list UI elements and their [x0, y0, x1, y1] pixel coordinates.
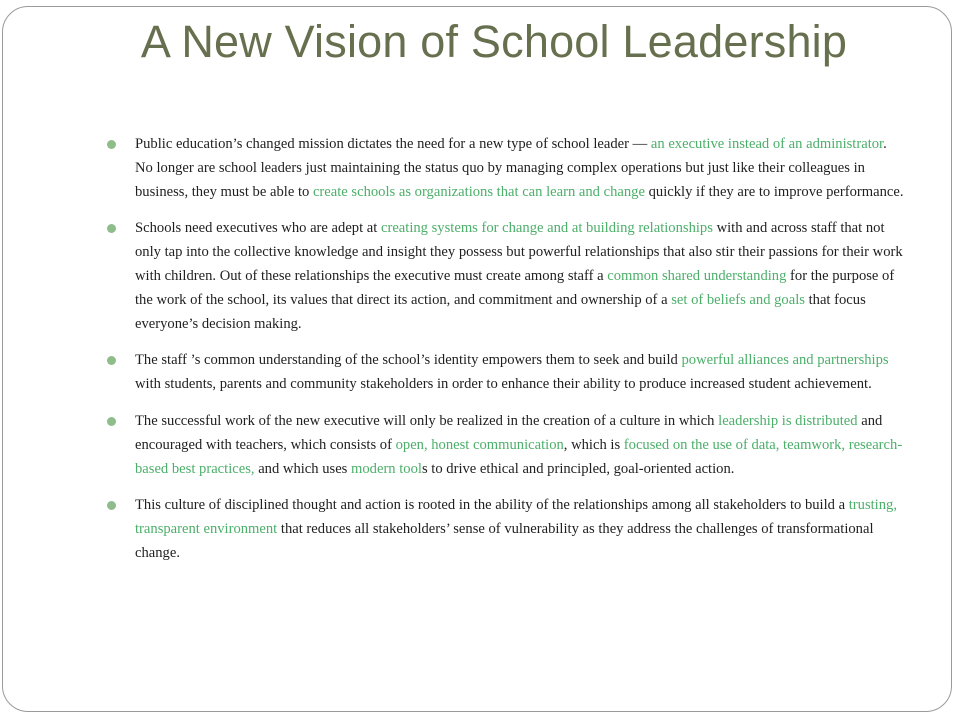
highlighted-phrase: modern tool: [351, 460, 422, 477]
bullet-item: [107, 494, 907, 565]
text-segment: with students, parents and community stakeholders in order to enhance their ability to produce increased student achievement.: [135, 376, 872, 393]
bullet-icon: [107, 140, 116, 149]
highlighted-phrase: powerful alliances and partnerships: [681, 352, 889, 369]
text-segment: for the purpose of the work of the school, its values that direct its action, and commitment and ownership of a: [135, 267, 895, 308]
text-segment: that reduces all stakeholders’ sense of vulnerability as they address the challenges of transformational change.: [135, 521, 874, 561]
highlighted-phrase: set of beliefs and goals: [671, 291, 805, 308]
bullet-icon: [107, 501, 116, 510]
highlighted-phrase: common shared understanding: [607, 267, 787, 284]
text-segment: . No longer are school leaders just maintaining the status quo by managing complex operations but just like their colleagues in business, they must be able to: [135, 136, 887, 200]
text-segment: s to drive ethical and principled, goal-oriented action.: [421, 460, 735, 477]
highlighted-phrase: focused on the use of data, teamwork, research-based best practices,: [135, 436, 903, 477]
text-segment: Public education’s changed mission dictates the need for a new type of school leader —: [135, 136, 651, 152]
bullet-icon: [107, 417, 116, 426]
highlighted-phrase: creating systems for change and at building relationships: [380, 220, 713, 237]
bullet-icon: [107, 224, 116, 233]
text-segment: The staff ’s common understanding of the school’s identity empowers them to seek and build: [135, 352, 682, 369]
bullet-list: [107, 133, 907, 579]
text-segment: This culture of disciplined thought and action is rooted in the ability of the relationships among all stakeholders to build a: [135, 497, 849, 514]
bullet-icon: [107, 356, 116, 365]
bullet-item: [107, 349, 907, 397]
slide-title: A New Vision of School Leadership: [140, 16, 848, 67]
highlighted-phrase: create schools as organizations that can learn and change: [312, 183, 645, 200]
text-segment: with and across staff that not only tap into the collective knowledge and insight they possess but powerful relationships that also stir their passions for their work with children. Out of these relationships the executive must create among staff a: [135, 220, 903, 284]
text-segment: and encouraged with teachers, which consists of: [135, 412, 883, 453]
highlighted-phrase: an executive instead of an administrator: [650, 136, 884, 152]
highlighted-phrase: leadership is distributed: [718, 412, 858, 429]
highlighted-phrase: trusting, transparent environment: [135, 497, 897, 538]
bullet-item: [107, 217, 907, 336]
text-segment: that focus everyone’s decision making.: [135, 291, 866, 332]
text-segment: and which uses: [254, 460, 352, 477]
bullet-item: [107, 133, 907, 204]
highlighted-phrase: open, honest communication: [395, 436, 564, 453]
text-segment: quickly if they are to improve performance.: [644, 183, 904, 200]
text-segment: Schools need executives who are adept at: [135, 220, 381, 237]
bullet-item: [107, 410, 907, 481]
text-segment: The successful work of the new executive will only be realized in the creation of a culture in which: [135, 412, 719, 429]
text-segment: , which is: [563, 436, 624, 453]
